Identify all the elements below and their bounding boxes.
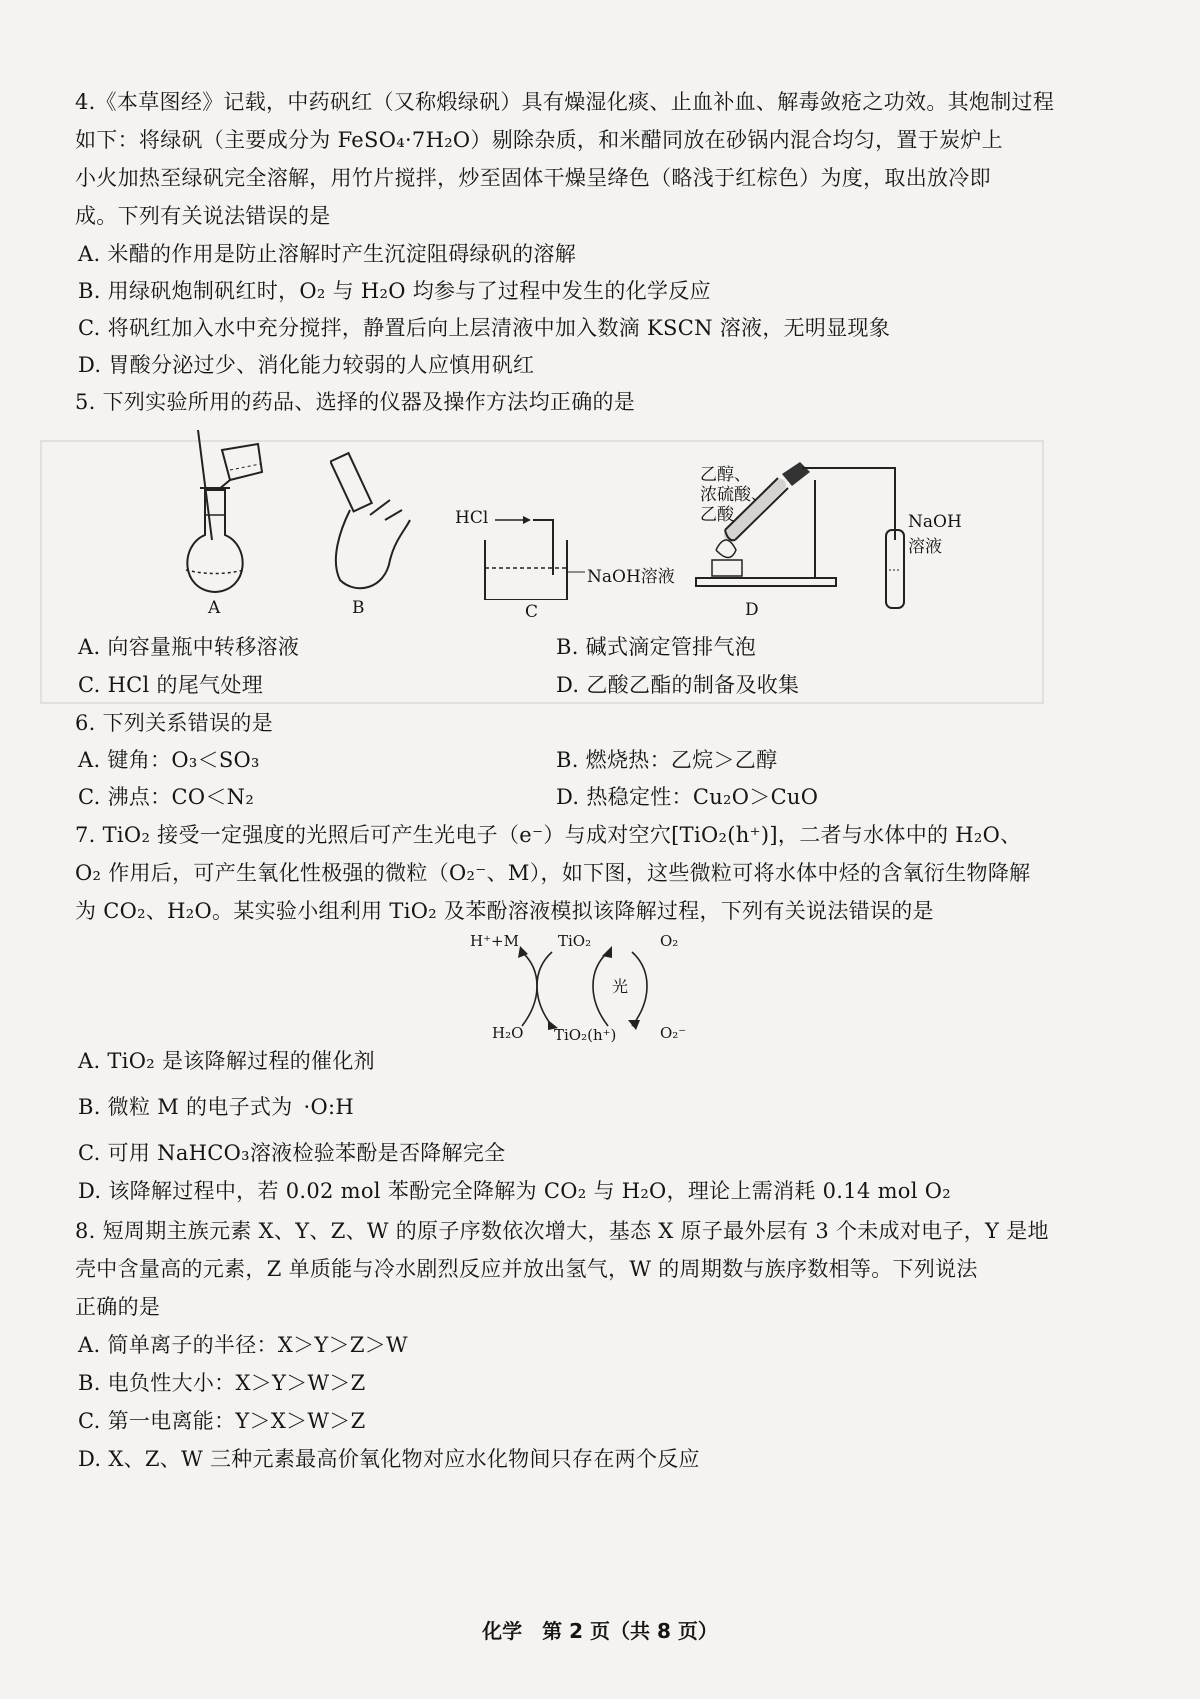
q7-diagram-hm: H⁺+M — [470, 932, 519, 950]
q8-line-1: 8. 短周期主族元素 X、Y、Z、W 的原子序数依次增大，基态 X 原子最外层有 3 个未成对电子，Y 是地 — [75, 1219, 1049, 1243]
q6-option-c: C. 沸点：CO＜N₂ — [78, 785, 255, 809]
figure-d-ester-apparatus — [690, 460, 960, 625]
figure-c-beaker — [455, 510, 685, 620]
q5-option-d: D. 乙酸乙酯的制备及收集 — [556, 673, 800, 697]
figure-a-volumetric-flask — [170, 430, 280, 620]
q7-option-c: C. 可用 NaHCO₃溶液检验苯酚是否降解完全 — [78, 1141, 506, 1165]
figure-b-label: B — [352, 598, 365, 618]
figure-d-naoh-label-2: 溶液 — [908, 537, 942, 557]
q7-diagram-h2o: H₂O — [492, 1024, 524, 1042]
q7-option-d: D. 该降解过程中，若 0.02 mol 苯酚完全降解为 CO₂ 与 H₂O，理论上需消耗 0.14 mol O₂ — [78, 1179, 951, 1203]
q7-diagram-tio2-h: TiO₂(h⁺) — [554, 1026, 617, 1044]
figure-d-reagent-3: 乙酸 — [700, 505, 734, 525]
q4-option-a: A. 米醋的作用是防止溶解时产生沉淀阻碍绿矾的溶解 — [78, 242, 577, 266]
q7-diagram-o2: O₂ — [660, 932, 679, 950]
q4-option-b: B. 用绿矾炮制矾红时，O₂ 与 H₂O 均参与了过程中发生的化学反应 — [78, 279, 711, 303]
q7-option-b-text: B. 微粒 M 的电子式为 — [78, 1095, 293, 1119]
q6-option-b: B. 燃烧热：乙烷＞乙醇 — [556, 748, 778, 772]
q4-option-c: C. 将矾红加入水中充分搅拌，静置后向上层清液中加入数滴 KSCN 溶液，无明显现象 — [78, 316, 891, 340]
q6-option-d: D. 热稳定性：Cu₂O＞CuO — [556, 785, 819, 809]
q8-option-d: D. X、Z、W 三种元素最高价氧化物对应水化物间只存在两个反应 — [78, 1447, 700, 1471]
q8-option-c: C. 第一电离能：Y＞X＞W＞Z — [78, 1409, 366, 1433]
figure-b-burette — [330, 450, 420, 620]
q6-option-a: A. 键角：O₃＜SO₃ — [78, 748, 260, 772]
q4-line-2: 如下：将绿矾（主要成分为 FeSO₄·7H₂O）剔除杂质，和米醋同放在砂锅内混合均匀，置于炭炉上 — [75, 128, 1003, 152]
figure-d-naoh-label-1: NaOH — [908, 512, 962, 532]
q8-line-2: 壳中含量高的元素，Z 单质能与冷水剧烈反应并放出氢气，W 的周期数与族序数相等。下列说法 — [75, 1257, 978, 1281]
q6-stem: 6. 下列关系错误的是 — [75, 711, 274, 735]
q7-line-1: 7. TiO₂ 接受一定强度的光照后可产生光电子（e⁻）与成对空穴[TiO₂(h⁺)]，二者与水体中的 H₂O、 — [75, 823, 1022, 847]
q4-line-4: 成。下列有关说法错误的是 — [75, 204, 331, 228]
q7-option-a: A. TiO₂ 是该降解过程的催化剂 — [78, 1049, 375, 1073]
q7-line-2: O₂ 作用后，可产生氧化性极强的微粒（O₂⁻、M），如下图，这些微粒可将水体中烃的含氧衍生物降解 — [75, 861, 1031, 885]
q7-diagram-tio2: TiO₂ — [558, 932, 592, 950]
q5-option-c: C. HCl 的尾气处理 — [78, 673, 264, 697]
figure-c-label: C — [525, 602, 539, 622]
q5-stem: 5. 下列实验所用的药品、选择的仪器及操作方法均正确的是 — [75, 390, 636, 414]
q4-option-d: D. 胃酸分泌过少、消化能力较弱的人应慎用矾红 — [78, 353, 535, 377]
q8-line-3: 正确的是 — [75, 1295, 161, 1319]
q7-cycle-diagram — [470, 930, 700, 1050]
q7-option-b-formula: ·O:H — [303, 1095, 355, 1119]
figure-c-naoh-label: NaOH溶液 — [587, 567, 675, 587]
figure-d-reagent-1: 乙醇、 — [700, 465, 751, 485]
q4-line-3: 小火加热至绿矾完全溶解，用竹片搅拌，炒至固体干燥呈绛色（略浅于红棕色）为度，取出放冷即 — [75, 166, 991, 190]
q7-diagram-o2-minus: O₂⁻ — [660, 1024, 687, 1042]
q5-option-b: B. 碱式滴定管排气泡 — [556, 635, 757, 659]
page-footer: 化学 第 2 页（共 8 页） — [482, 1619, 718, 1643]
figure-d-label: D — [745, 600, 759, 620]
figure-a-label: A — [208, 598, 221, 618]
q8-option-b: B. 电负性大小：X＞Y＞W＞Z — [78, 1371, 366, 1395]
q8-option-a: A. 简单离子的半径：X＞Y＞Z＞W — [78, 1333, 408, 1357]
q5-option-a: A. 向容量瓶中转移溶液 — [78, 635, 300, 659]
q4-line-1: 4.《本草图经》记载，中药矾红（又称煅绿矾）具有燥湿化痰、止血补血、解毒敛疮之功效。其炮制过程 — [75, 90, 1055, 114]
figure-c-hcl-label: HCl — [455, 508, 489, 528]
q7-line-3: 为 CO₂、H₂O。某实验小组利用 TiO₂ 及苯酚溶液模拟该降解过程，下列有关说法错误的是 — [75, 899, 934, 923]
q7-option-b — [78, 1092, 354, 1122]
figure-d-reagent-2: 浓硫酸、 — [700, 485, 768, 505]
q7-diagram-light: 光 — [612, 977, 629, 996]
